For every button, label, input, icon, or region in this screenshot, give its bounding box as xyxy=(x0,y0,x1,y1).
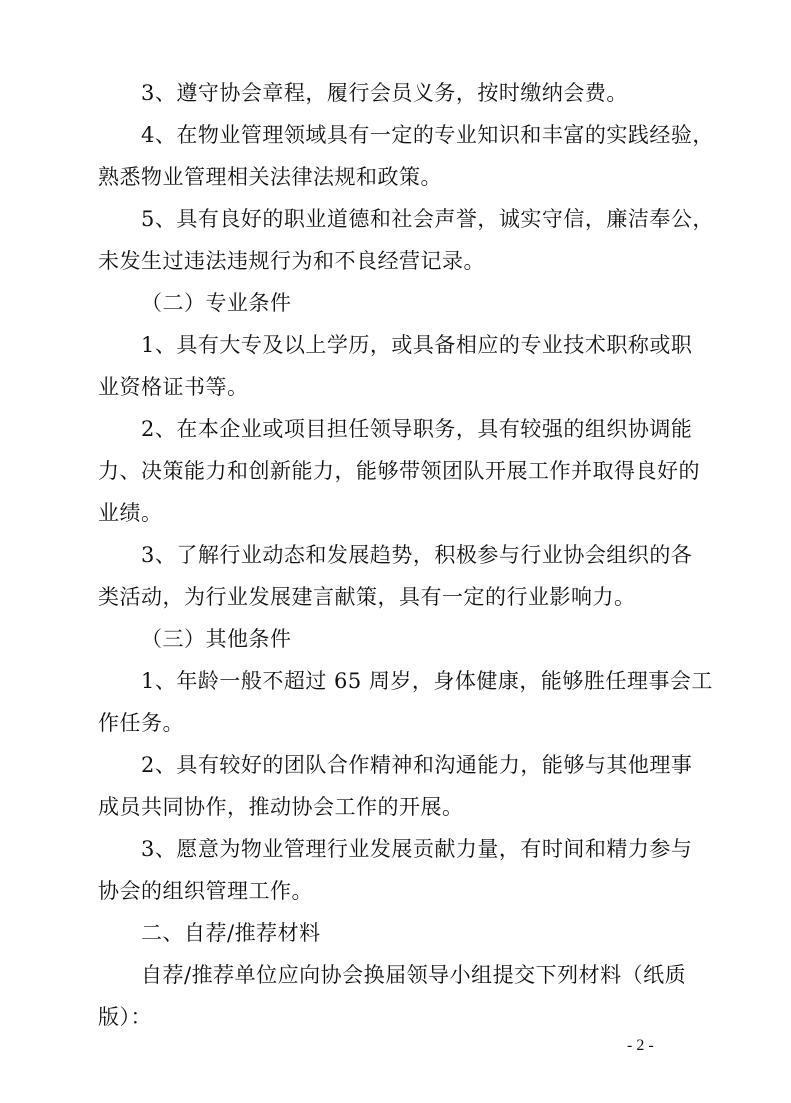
paragraph-line: 类活动，为行业发展建言献策，具有一定的行业影响力。 xyxy=(98,585,636,609)
paragraph-line: 协会的组织管理工作。 xyxy=(98,879,313,903)
paragraph-line: 2、具有较好的团队合作精神和沟通能力，能够与其他理事 xyxy=(141,753,693,777)
page-number: - 2 - xyxy=(627,1037,654,1054)
paragraph-line: 版）： xyxy=(98,1005,152,1029)
paragraph-line: 3、了解行业动态和发展趋势，积极参与行业协会组织的各 xyxy=(141,543,693,567)
paragraph-line: 5、具有良好的职业道德和社会声誉，诚实守信，廉洁奉公， xyxy=(141,207,714,231)
paragraph-line: 自荐/推荐单位应向协会换届领导小组提交下列材料（纸质 xyxy=(141,963,687,987)
paragraph-line: 3、愿意为物业管理行业发展贡献力量，有时间和精力参与 xyxy=(141,837,693,861)
paragraph-line: 熟悉物业管理相关法律法规和政策。 xyxy=(98,165,442,189)
paragraph-line: 1、年龄一般不超过 65 周岁，身体健康，能够胜任理事会工 xyxy=(141,669,713,693)
paragraph-line: 1、具有大专及以上学历，或具备相应的专业技术职称或职 xyxy=(141,333,693,357)
paragraph-line: 2、在本企业或项目担任领导职务，具有较强的组织协调能 xyxy=(141,417,693,441)
paragraph-line: 成员共同协作，推动协会工作的开展。 xyxy=(98,795,464,819)
section-heading: 二、自荐/推荐材料 xyxy=(141,921,321,945)
paragraph-line: 业资格证书等。 xyxy=(98,375,249,399)
paragraph-line: 3、遵守协会章程，履行会员义务，按时缴纳会费。 xyxy=(141,81,628,105)
section-heading: （二）专业条件 xyxy=(141,291,292,315)
paragraph-line: 业绩。 xyxy=(98,501,163,525)
paragraph-line: 未发生过违法违规行为和不良经营记录。 xyxy=(98,249,485,273)
paragraph-line: 力、决策能力和创新能力，能够带领团队开展工作并取得良好的 xyxy=(98,459,700,483)
paragraph-line: 4、在物业管理领域具有一定的专业知识和丰富的实践经验， xyxy=(141,123,714,147)
section-heading: （三）其他条件 xyxy=(141,627,292,651)
paragraph-line: 作任务。 xyxy=(98,711,184,735)
